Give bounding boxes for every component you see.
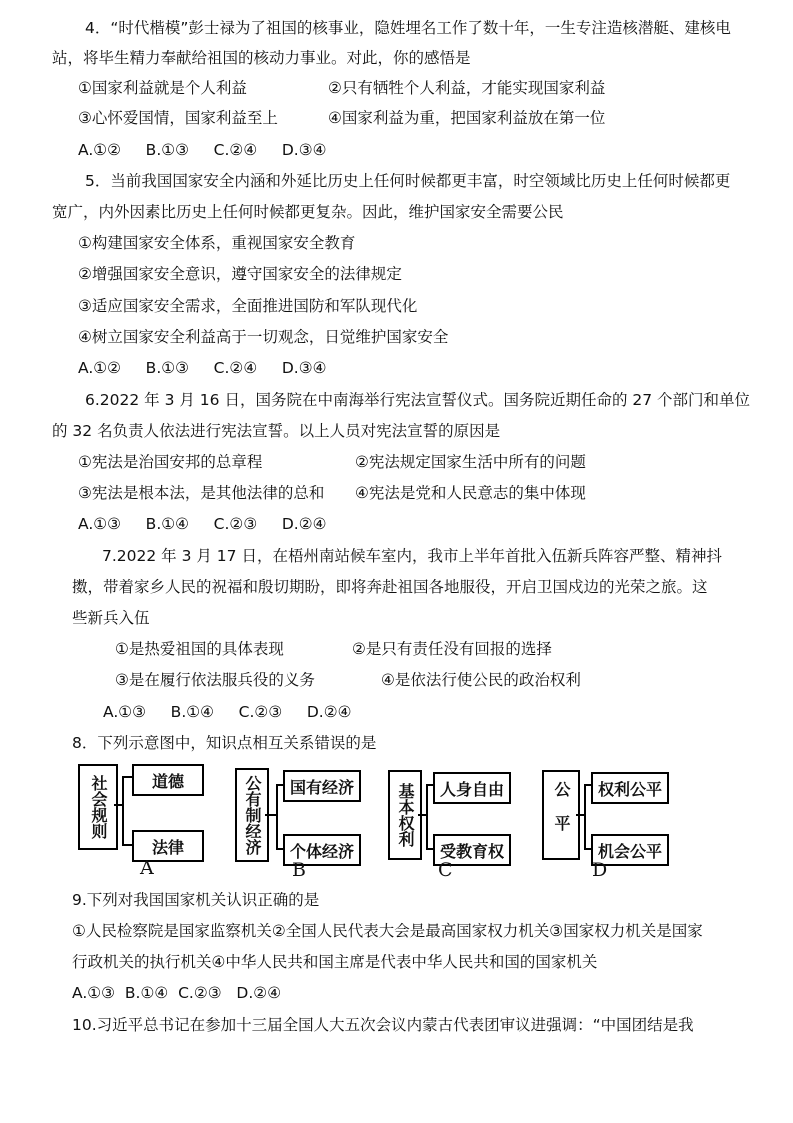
q6-option-3: ③宪法是根本法，是其他法律的总和 (78, 484, 325, 502)
q6-option-2: ②宪法规定国家生活中所有的问题 (355, 453, 586, 471)
q4-option-3: ③心怀爱国情，国家利益至上 (78, 109, 278, 127)
diagram-b-connector (265, 814, 277, 816)
q5-option-4: ④树立国家安全利益高于一切观念，日觉维护国家安全 (78, 328, 449, 346)
diagram-a-top-box: 道德 (132, 764, 204, 796)
diagram-a-bracket (122, 776, 124, 846)
q7-option-4: ④是依法行使公民的政治权利 (381, 671, 581, 689)
q7-stem-line1: 7.2022 年 3 月 17 日，在梧州南站候车室内，我市上半年首批入伍新兵阵容严整、精神抖 (102, 547, 722, 565)
diagram-d-connector (576, 814, 585, 816)
diagram-d-top-box: 权利公平 (591, 772, 669, 804)
diagram-a-connector (114, 804, 123, 806)
q6-option-4: ④宪法是党和人民意志的集中体现 (355, 484, 586, 502)
q10-stem-line1: 10.习近平总书记在参加十三届全国人大五次会议内蒙古代表团审议进强调：“中国团结是我 (72, 1016, 694, 1034)
q5-option-2: ②增强国家安全意识，遵守国家安全的法律规定 (78, 265, 402, 283)
q7-choices: A.①③ B.①④ C.②③ D.②④ (103, 703, 352, 721)
q4-option-2: ②只有牺牲个人利益，才能实现国家利益 (328, 79, 606, 97)
q7-stem-line2: 擞，带着家乡人民的祝福和殷切期盼，即将奔赴祖国各地服役，开启卫国戍边的光荣之旅。这 (72, 578, 708, 596)
q6-stem-line2: 的 32 名负责人依法进行宪法宣誓。以上人员对宪法宣誓的原因是 (52, 422, 501, 440)
q8-diagram-panel (70, 758, 680, 880)
q7-stem-line3: 些新兵入伍 (72, 609, 150, 627)
diagram-b-main-box: 公有制经济 (235, 768, 269, 862)
q4-choices: A.①② B.①③ C.②④ D.③④ (78, 141, 327, 159)
diagram-a-main-box: 社会规则 (78, 764, 118, 850)
diagram-d-bracket (584, 784, 586, 848)
q4-stem-line1: 4．“时代楷模”彭士禄为了祖国的核事业，隐姓埋名工作了数十年，一生专注造核潜艇、建核电 (85, 19, 731, 37)
q7-option-2: ②是只有责任没有回报的选择 (352, 640, 552, 658)
diagram-c-bracket (426, 784, 428, 848)
q5-option-1: ①构建国家安全体系，重视国家安全教育 (78, 234, 356, 252)
diagram-c-letter: C (438, 859, 453, 881)
diagram-c-bottom-box: 受教育权 (433, 834, 511, 866)
q9-stem: 9.下列对我国国家机关认识正确的是 (72, 891, 320, 909)
diagram-d-letter: D (592, 859, 608, 881)
q5-stem-line2: 宽广，内外因素比历史上任何时候都更复杂。因此，维护国家安全需要公民 (52, 203, 564, 221)
diagram-b-letter: B (292, 859, 306, 881)
diagram-c-top-box: 人身自由 (433, 772, 511, 804)
diagram-a-bottom-box: 法律 (132, 830, 204, 862)
q6-choices: A.①③ B.①④ C.②③ D.②④ (78, 515, 327, 533)
q5-choices: A.①② B.①③ C.②④ D.③④ (78, 359, 327, 377)
diagram-c-main-box: 基本权利 (388, 770, 422, 860)
q6-option-1: ①宪法是治国安邦的总章程 (78, 453, 263, 471)
q8-stem: 8．下列示意图中，知识点相互关系错误的是 (72, 734, 377, 752)
q9-body-line1: ①人民检察院是国家监察机关②全国人民代表大会是最高国家权力机关③国家权力机关是国家 (72, 922, 703, 940)
diagram-c-connector (418, 814, 427, 816)
diagram-a-letter: A (140, 857, 154, 879)
diagram-b-bottom-box: 个体经济 (283, 834, 361, 866)
q9-body-line2: 行政机关的执行机关④中华人民共和国主席是代表中华人民共和国的国家机关 (72, 953, 598, 971)
q9-choices: A.①③ B.①④ C.②③ D.②④ (72, 984, 282, 1002)
q4-option-1: ①国家利益就是个人利益 (78, 79, 247, 97)
q4-option-4: ④国家利益为重，把国家利益放在第一位 (328, 109, 606, 127)
diagram-d-bottom-box: 机会公平 (591, 834, 669, 866)
diagram-b-top-box: 国有经济 (283, 770, 361, 802)
diagram-b-bracket (276, 784, 278, 848)
q7-option-1: ①是热爱祖国的具体表现 (115, 640, 284, 658)
q7-option-3: ③是在履行依法服兵役的义务 (115, 671, 315, 689)
q5-stem-line1: 5．当前我国国家安全内涵和外延比历史上任何时候都更丰富，时空领域比历史上任何时候都更 (85, 172, 731, 190)
diagram-d-main-box: 公平 (542, 770, 580, 860)
q4-stem-line2: 站，将毕生精力奉献给祖国的核动力事业。对此，你的感悟是 (52, 49, 471, 67)
q5-option-3: ③适应国家安全需求，全面推进国防和军队现代化 (78, 297, 418, 315)
q6-stem-line1: 6.2022 年 3 月 16 日，国务院在中南海举行宪法宣誓仪式。国务院近期任命的 27 个部门和单位 (85, 391, 751, 409)
